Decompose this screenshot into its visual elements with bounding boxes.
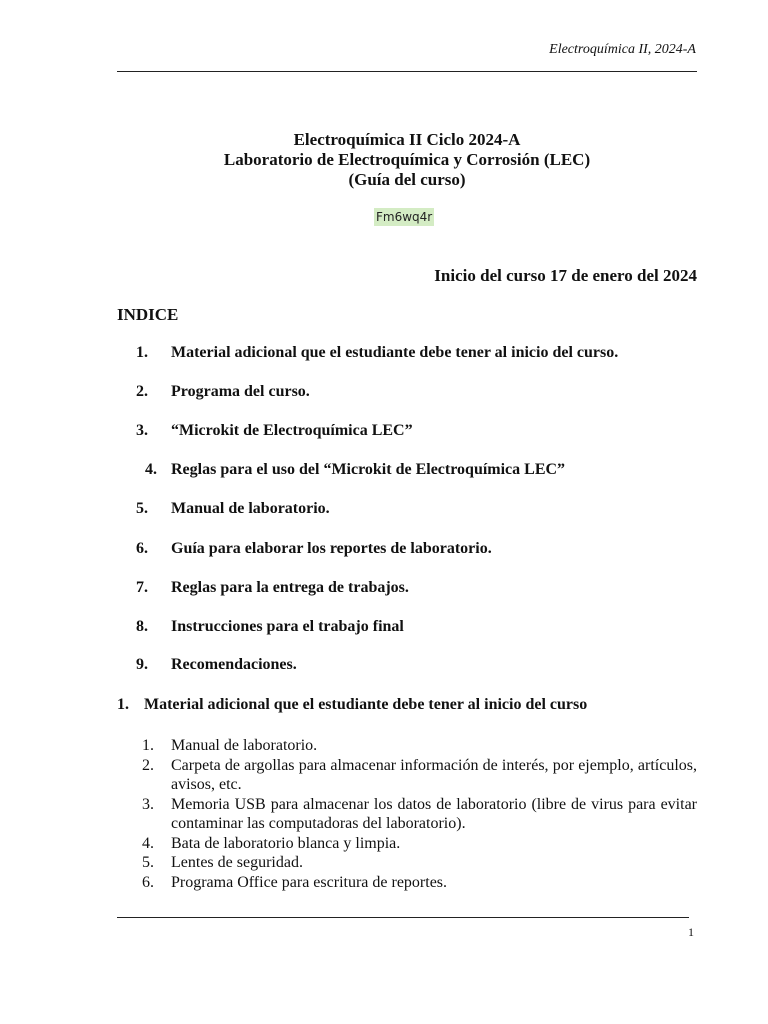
list-item-number: 2. — [142, 756, 154, 774]
toc-item-text: Guía para elaborar los reportes de laboratorio. — [171, 540, 492, 557]
highlighted-code: Fm6wq4r — [376, 210, 433, 224]
list-item-number: 6. — [142, 873, 154, 891]
list-item-number: 1. — [142, 737, 154, 754]
toc-item-text: Instrucciones para el trabajo final — [171, 618, 404, 635]
header-rule — [117, 71, 697, 72]
page-number: 1 — [688, 925, 694, 939]
running-header: Electroquímica II, 2024-A — [549, 42, 696, 57]
toc-item-number: 4. — [145, 461, 157, 478]
toc-item-number: 8. — [136, 618, 148, 635]
toc-item-number: 6. — [136, 540, 148, 557]
list-item-number: 3. — [142, 795, 154, 813]
toc-item-number: 5. — [136, 500, 148, 517]
toc-item-text: Manual de laboratorio. — [171, 500, 330, 517]
title-line-2: Laboratorio de Electroquímica y Corrosión (LEC) — [223, 150, 591, 169]
toc-item-text: Reglas para el uso del “Microkit de Electroquímica LEC” — [171, 461, 566, 478]
materials-list — [0, 736, 768, 892]
toc-item-number: 7. — [136, 579, 148, 596]
list-item — [0, 756, 697, 795]
list-item-text: Memoria USB para almacenar los datos de laboratorio (libre de virus para evitar contaminar las computadoras del laboratorio). — [171, 795, 697, 832]
title-line-3: (Guía del curso) — [348, 170, 466, 189]
list-item — [0, 795, 697, 834]
toc-item-number: 1. — [136, 344, 148, 361]
list-item-number: 5. — [142, 854, 154, 871]
document-title — [0, 130, 768, 190]
list-item — [0, 873, 697, 893]
list-item — [0, 736, 697, 756]
toc-item-number: 3. — [136, 422, 148, 439]
toc-item-text: Programa del curso. — [171, 383, 310, 400]
list-item-text: Lentes de seguridad. — [171, 854, 303, 871]
course-start-date: Inicio del curso 17 de enero del 2024 — [434, 266, 697, 285]
toc-item-text: Material adicional que el estudiante debe tener al inicio del curso. — [171, 344, 619, 361]
footer-rule — [117, 917, 689, 918]
toc-item-number: 2. — [136, 383, 148, 400]
list-item-text: Carpeta de argollas para almacenar información de interés, por ejemplo, artículos, avisos, etc. — [171, 756, 697, 793]
list-item — [0, 853, 697, 873]
list-item — [0, 834, 697, 854]
index-heading: INDICE — [117, 305, 179, 324]
list-item-text: Manual de laboratorio. — [171, 737, 318, 754]
toc-item-text: Recomendaciones. — [171, 656, 297, 673]
toc-item-text: Reglas para la entrega de trabajos. — [171, 579, 409, 596]
toc-item-text: “Microkit de Electroquímica LEC” — [171, 422, 413, 439]
section-number: 1. — [117, 696, 129, 713]
list-item-text: Bata de laboratorio blanca y limpia. — [171, 834, 401, 852]
toc-item-number: 9. — [136, 656, 148, 673]
list-item-number: 4. — [142, 834, 154, 852]
title-line-1: Electroquímica II Ciclo 2024-A — [293, 130, 521, 149]
list-item-text: Programa Office para escritura de reportes. — [171, 873, 448, 891]
section-title: Material adicional que el estudiante debe tener al inicio del curso — [144, 696, 588, 713]
